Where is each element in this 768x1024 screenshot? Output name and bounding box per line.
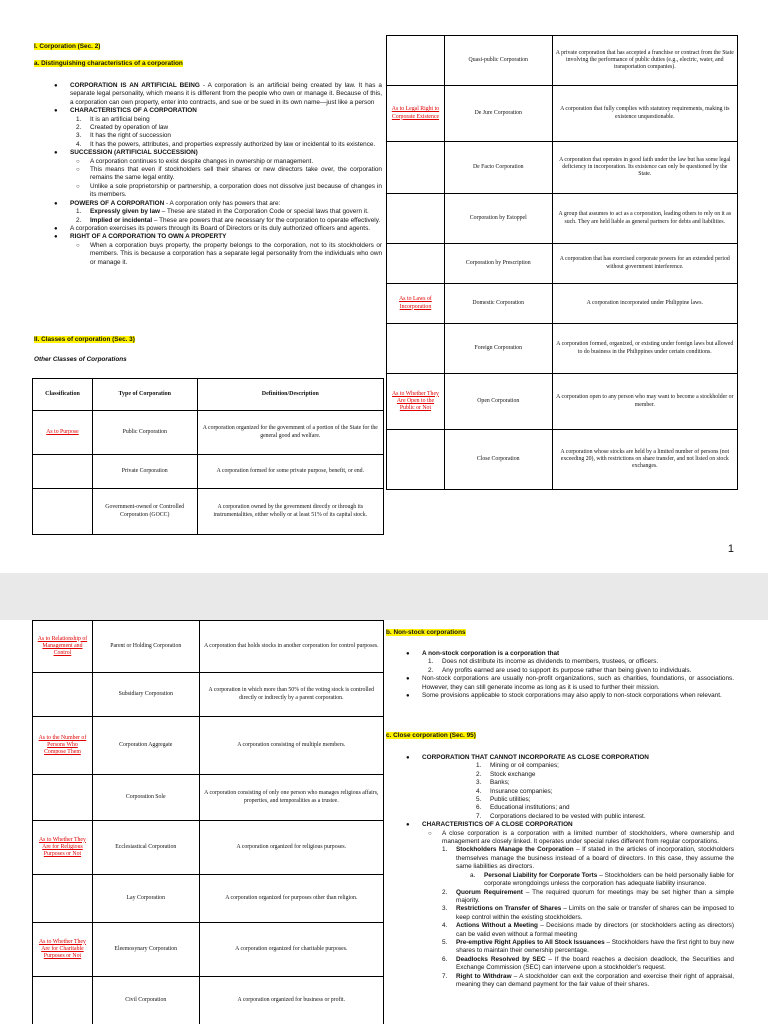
table-row: [33, 775, 384, 821]
list-item: 1. Mining or oil companies;: [476, 762, 559, 770]
definition-cell: A corporation in which more than 50% of the voting stock is controlled directly or indirectly by a parent corporation.: [199, 673, 383, 717]
table-row: [33, 489, 384, 535]
type-cell: Private Corporation: [92, 455, 197, 489]
table-row: [387, 374, 738, 430]
classes-table-right: [386, 35, 738, 490]
list-item: 7. Right to Withdraw – A stockholder can exit the corporation and exercise their right of appraisal, meaning they can demand payment for the fair value of their shares.: [442, 972, 735, 988]
classification-cell[interactable]: As to Relationship of Management and Control: [33, 621, 93, 673]
table-row: [33, 621, 384, 673]
list-item: 2. Implied or incidental – These are powers that are necessary for the corporation to operate effectively.: [76, 216, 381, 224]
bullet-dot-icon: ●: [54, 200, 58, 207]
bullet-property: ● RIGHT OF A CORPORATION TO OWN A PROPERTY: [54, 233, 227, 241]
list-item: 5. Pre-emptive Right Applies to All Stock Issuances – Stockholders have the first right to buy new shares to maintain their ownership percentage.: [442, 938, 734, 955]
bullet-dot-icon: ●: [54, 150, 58, 157]
classification-cell: [387, 244, 445, 284]
table-row: [33, 977, 384, 1024]
table-row: [33, 821, 384, 875]
header-classification: Classification: [33, 379, 93, 411]
type-cell: De Facto Corporation: [444, 142, 552, 194]
type-cell: De Jure Corporation: [444, 86, 552, 142]
bullet-dot-icon: ●: [406, 651, 410, 657]
classification-cell: [33, 875, 93, 923]
classification-cell[interactable]: As to Whether They Are Open to the Public or Not: [387, 374, 445, 430]
bullet-characteristics: ● CHARACTERISTICS OF A CORPORATION: [54, 107, 197, 115]
close-corp-body: [406, 754, 735, 989]
definition-cell: A corporation incorporated under Philippine laws.: [552, 284, 737, 324]
table-row: [33, 717, 384, 775]
definition-cell: A private corporation that has accepted a franchise or contract from the State involving the performance of public duties (e.g., electric, water, and transportation companies).: [552, 36, 737, 86]
table-header-row: [33, 379, 384, 411]
table-row: [387, 324, 738, 374]
definition-cell: A corporation organized for business or profit.: [199, 977, 383, 1024]
bullet-dot-icon: ●: [406, 676, 410, 683]
table-row: [387, 86, 738, 142]
list-item: 4. Insurance companies;: [476, 787, 553, 795]
nonstock-heading: b. Non-stock corporations: [386, 629, 466, 636]
classification-cell: [33, 455, 93, 489]
table-row: [33, 673, 384, 717]
list-item: 3. It has the right of succession: [76, 132, 171, 140]
table-row: [387, 36, 738, 86]
section-1-body: [54, 82, 382, 267]
list-item: 6. Educational institutions; and: [476, 804, 570, 812]
table-row: [33, 411, 384, 455]
other-classes-heading: Other Classes of Corporations: [34, 356, 127, 363]
classification-cell: [387, 36, 445, 86]
classification-cell[interactable]: As to Purpose: [33, 411, 93, 455]
list-item: ○ When a corporation buys property, the property belongs to the corporation, not to its stockholders or members. This is because a corporation has a separate legal personality from the individuals who own or manage it.: [76, 241, 382, 266]
table-row: [33, 455, 384, 489]
powers-list: [70, 208, 382, 225]
list-item: ○ A close corporation is a corporation with a limited number of stockholders, where ownership and management are closely linked. It operates under special rules different from regular corporations.: [428, 829, 734, 846]
list-item: 1. Expressly given by law – These are stated in the Corporation Code or special laws that govern it.: [76, 208, 369, 216]
nonstock-body: [406, 650, 734, 700]
list-item: 1. It is an artificial being: [76, 115, 150, 123]
classification-cell[interactable]: As to Laws of Incorporation: [387, 284, 445, 324]
definition-cell: A corporation that has exercised corporate powers for an extended period without government interference.: [552, 244, 737, 284]
type-cell: Government-owned or Controlled Corporation (GOCC): [92, 489, 197, 535]
sub-list: [456, 872, 734, 889]
definition-cell: A corporation organized for purposes other than religion.: [199, 875, 383, 923]
classification-cell[interactable]: As to Legal Right to Corporate Existence: [387, 86, 445, 142]
classification-cell: [33, 489, 93, 535]
page-number: 1: [727, 543, 734, 555]
bullet-dot-icon: ●: [406, 693, 410, 700]
classification-cell: [33, 673, 93, 717]
list-item: ○ This means that even if stockholders sell their shares or new directors take over, the corporation remains the same legal entity.: [76, 166, 382, 182]
close-characteristics-list: [422, 830, 734, 990]
definition-cell: A corporation whose stocks are held by a limited number of persons (not exceeding 20), with restrictions on share transfer, and not listed on stock exchanges.: [552, 430, 737, 490]
type-cell: Lay Corporation: [92, 875, 199, 923]
bullet-dot-icon: ●: [54, 234, 58, 241]
list-item: ○ A corporation continues to exist despite changes in ownership or management.: [76, 157, 314, 165]
header-type: Type of Corporation: [92, 379, 197, 411]
type-cell: Corporation Sole: [92, 775, 199, 821]
definition-cell: A corporation organized for charitable purposes.: [199, 923, 383, 977]
definition-cell: A corporation formed for some private purpose, benefit, or end.: [197, 455, 383, 489]
definition-cell: A corporation formed, organized, or existing under foreign laws but allowed to do business in the Philippines under certain conditions.: [552, 324, 737, 374]
bullet-dot-icon: ●: [54, 83, 58, 89]
type-cell: Quasi-public Corporation: [444, 36, 552, 86]
table-row: [387, 244, 738, 284]
classification-cell: [387, 324, 445, 374]
definition-cell: A group that assumes to act as a corporation, leading others to rely on it as such. They are held liable as general partners for debts and liabilities.: [552, 194, 737, 244]
list-item: a. Personal Liability for Corporate Torts – Stockholders can be held personally liable for corporate wrongdoings unless the corporation has adequate liability insurance.: [470, 871, 734, 888]
list-item: 2. Created by operation of law: [76, 124, 169, 132]
property-list: [70, 242, 382, 267]
close-corp-heading: c. Close corporation (Sec. 95): [386, 732, 476, 739]
list-item: 4. Actions Without a Meeting – Decisions made by directors (or stockholders acting as directors) can be valid even without a formal meeting: [442, 922, 735, 938]
list-item: 1. Does not distribute its income as dividends to members, trustees, or officers.: [428, 658, 659, 666]
list-item: ○ Unlike a sole proprietorship or partnership, a corporation does not dissolve just because of changes in its members.: [76, 182, 382, 199]
list-item: 2. Stock exchange: [476, 770, 536, 778]
classification-cell: [33, 775, 93, 821]
type-cell: Corporation by Estoppel: [444, 194, 552, 244]
header-definition: Definition/Description: [197, 379, 383, 411]
characteristics-list: [70, 116, 382, 150]
table-row: [387, 194, 738, 244]
type-cell: Public Corporation: [92, 411, 197, 455]
type-cell: Eleemosynary Corporation: [92, 923, 199, 977]
definition-cell: A corporation organized for religious purposes.: [199, 821, 383, 875]
section-1-heading: I. Corporation (Sec. 2): [34, 43, 101, 50]
cannot-incorporate-list: [422, 762, 734, 821]
list-item: 3. Restrictions on Transfer of Shares – Limits on the sale or transfer of shares can be imposed to keep control within the existing stockholders.: [442, 905, 734, 921]
definition-cell: A corporation consisting of only one person who manages religious affairs, properties, and temporalities as a trustee.: [199, 775, 383, 821]
list-item: 1. Stockholders Manage the Corporation – If stated in the articles of incorporation, stockholders themselves manage the business instead of a board of directors. In this case, they assume the same liabilities as directors.: [442, 846, 734, 871]
table-row: [387, 430, 738, 490]
type-cell: Parent or Holding Corporation: [92, 621, 199, 673]
classification-cell: [387, 430, 445, 490]
list-item: 6. Deadlocks Resolved by SEC – If the board reaches a decision deadlock, the Securities and Exchange Commission (SEC) can intervene upon a stockholder's request.: [442, 955, 734, 972]
bullet-dot-icon: ●: [54, 225, 58, 232]
table-row: [387, 142, 738, 194]
definition-cell: A corporation that holds stocks in another corporation for control purposes.: [199, 621, 383, 673]
type-cell: Domestic Corporation: [444, 284, 552, 324]
bullet-board: ● A corporation exercises its powers through its Board of Directors or its duly authorized officers and agents.: [54, 224, 371, 232]
classification-cell[interactable]: As to Whether They Are for Religious Purposes or Not: [33, 821, 93, 875]
document-page-2: [0, 620, 768, 1024]
list-item: 5. Public utilities;: [476, 796, 531, 804]
type-cell: Corporation Aggregate: [92, 717, 199, 775]
definition-cell: A corporation organized for the government of a portion of the State for the general good and welfare.: [197, 411, 383, 455]
definition-cell: A corporation that fully complies with statutory requirements, making its existence unquestionable.: [552, 86, 737, 142]
bullet-nonstock-definition: ● A non-stock corporation is a corporation that: [406, 650, 560, 657]
type-cell: Ecclesiastical Corporation: [92, 821, 199, 875]
list-item: 7. Corporations declared to be vested with public interest.: [476, 812, 646, 820]
bullet-dot-icon: ●: [406, 755, 410, 761]
definition-cell: A corporation owned by the government directly or through its instrumentalities, either wholly or at least 51% of its capital stock.: [197, 489, 383, 535]
table-row: [33, 875, 384, 923]
list-item: 4. It has the powers, attributes, and properties expressly authorized by law or incidental to its existence.: [76, 140, 376, 148]
type-cell: Civil Corporation: [92, 977, 199, 1024]
classification-cell: [387, 142, 445, 194]
bullet-dot-icon: ●: [54, 108, 58, 115]
definition-cell: A corporation that operates in good faith under the law but has some legal deficiency in incorporation. Its existence can only be questioned by the State.: [552, 142, 737, 194]
bullet-cannot-incorporate: ● CORPORATION THAT CANNOT INCORPORATE AS CLOSE CORPORATION: [406, 754, 649, 761]
bullet-artificial-being: ● CORPORATION IS AN ARTIFICIAL BEING - A corporation is an artificial being created by law. It has a separate legal personality, which means it is different from the people who own or manage it. Because of this, a corporation can own property, enter into contracts, and sue or be sued in its own name—just like a person: [54, 82, 382, 106]
classification-cell: [33, 977, 93, 1024]
list-item: 3. Banks;: [476, 779, 510, 787]
nonstock-list: [422, 658, 734, 675]
close-numbered-list: [442, 846, 734, 989]
type-cell: Open Corporation: [444, 374, 552, 430]
list-item: 2. Any profits earned are used to support its purpose rather than being given to individuals.: [428, 666, 692, 674]
section-2-heading: II. Classes of corporation (Sec. 3): [34, 336, 135, 343]
table-row: [387, 284, 738, 324]
bullet-close-characteristics: ● CHARACTERISTICS OF A CLOSE CORPORATION: [406, 821, 573, 829]
bullet-nonprofit: ● Non-stock corporations are usually non-profit organizations, such as charities, foundations, or associations. However, they can still generate income as long as it is used to further their mission.: [406, 675, 734, 691]
type-cell: Corporation by Prescription: [444, 244, 552, 284]
bullet-provisions: ● Some provisions applicable to stock corporations may also apply to non-stock corporations when relevant.: [406, 692, 722, 700]
succession-list: [70, 158, 382, 200]
bullet-succession: ● SUCCESSION (ARTIFICIAL SUCCESSION): [54, 149, 198, 157]
type-cell: Close Corporation: [444, 430, 552, 490]
classes-table-continued: [32, 620, 384, 1024]
classification-cell: [387, 194, 445, 244]
table-row: [33, 923, 384, 977]
section-1a-heading: a. Distinguishing characteristics of a corporation: [34, 60, 183, 67]
bullet-powers: ● POWERS OF A CORPORATION - A corporation only has powers that are:: [54, 199, 281, 207]
type-cell: Subsidiary Corporation: [92, 673, 199, 717]
classification-cell[interactable]: As to the Number of Persons Who Compose Them: [33, 717, 93, 775]
list-item: 2. Quorum Requirement – The required quorum for meetings may be set higher than a simple majority.: [442, 888, 734, 904]
bullet-dot-icon: ●: [406, 822, 410, 829]
classification-cell[interactable]: As to Whether They Are for Charitable Purposes or Not: [33, 923, 93, 977]
type-cell: Foreign Corporation: [444, 324, 552, 374]
definition-cell: A corporation open to any person who may want to become a stockholder or member.: [552, 374, 737, 430]
definition-cell: A corporation consisting of multiple members.: [199, 717, 383, 775]
classes-table-left: [32, 378, 384, 535]
